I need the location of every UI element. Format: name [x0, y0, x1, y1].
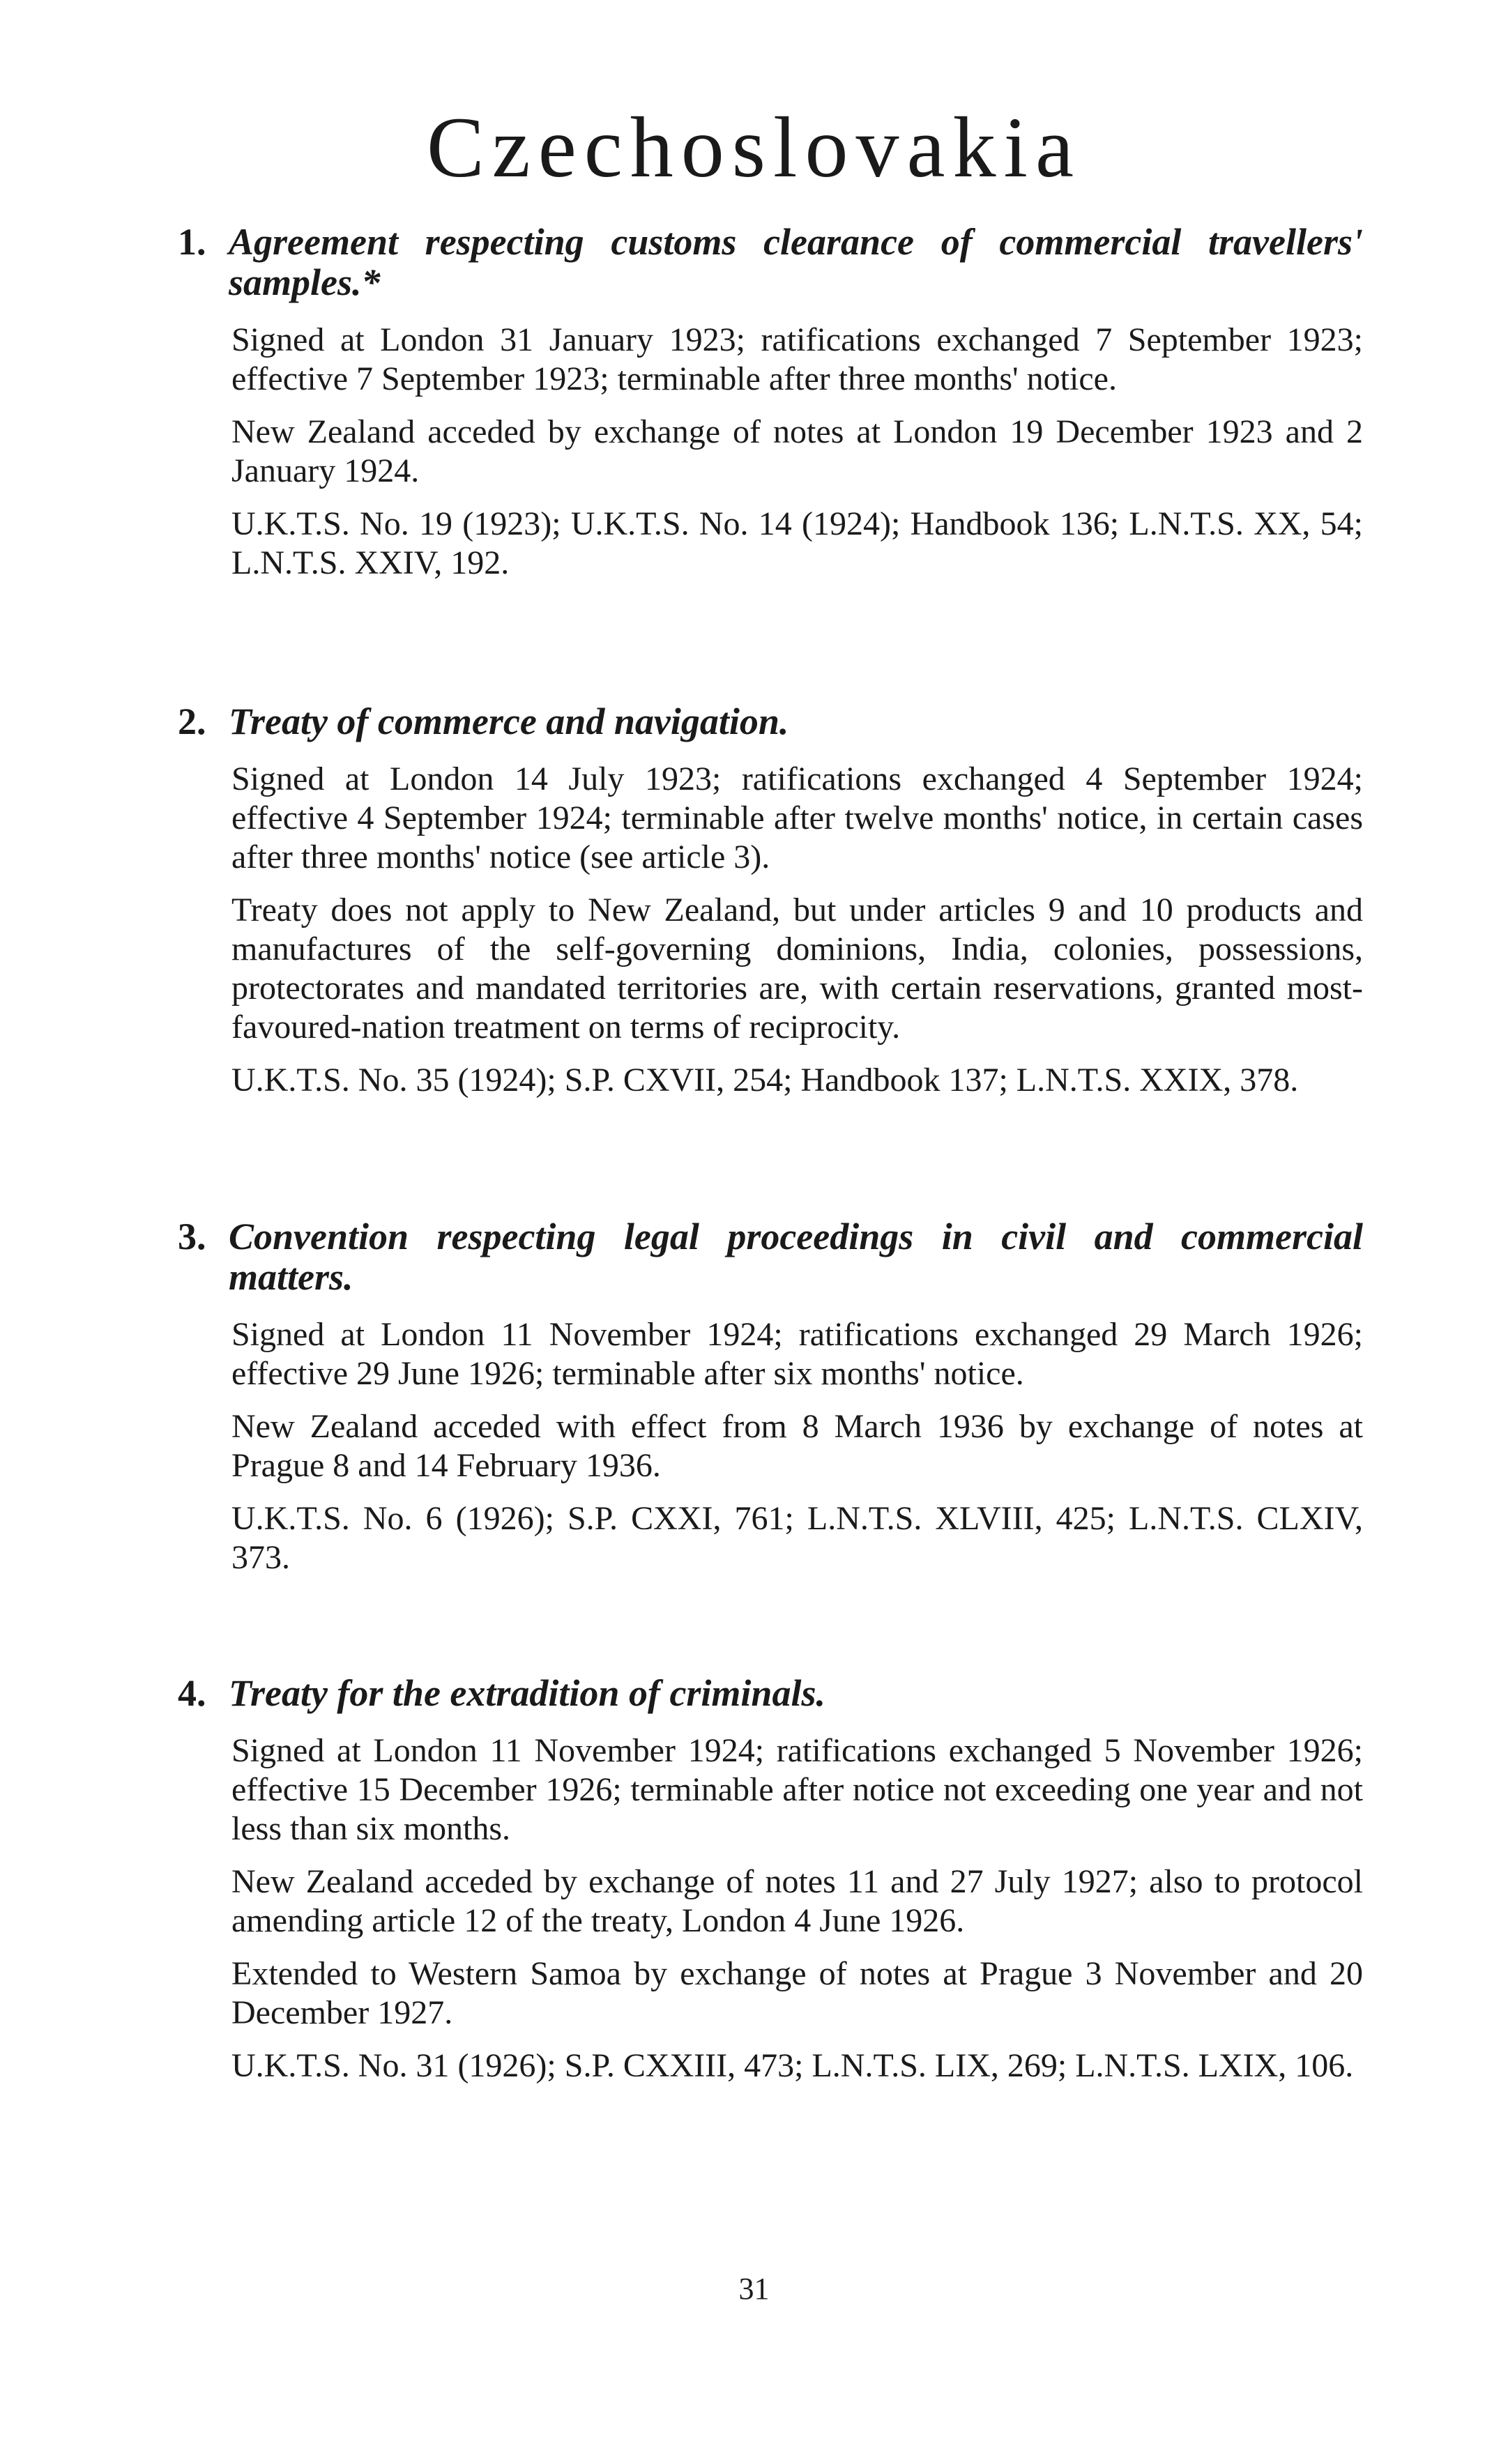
entry-title: Convention respecting legal proceedings in civil and commercial matters.	[229, 1216, 1363, 1298]
entry-number: 4.	[178, 1672, 206, 1714]
treaty-entry-4	[178, 1673, 1363, 2086]
entry-heading	[178, 701, 1363, 742]
entry-paragraph: U.K.T.S. No. 35 (1924); S.P. CXVII, 254; Handbook 137; L.N.T.S. XXIX, 378.	[231, 1062, 1299, 1099]
entry-paragraph: New Zealand acceded with effect from 8 March 1936 by exchange of notes at Prague 8 and 14 February 1936.	[231, 1408, 1363, 1484]
entry-number: 1.	[178, 221, 206, 263]
entry-paragraph: Signed at London 31 January 1923; ratifications exchanged 7 September 1923; effective 7 September 1923; terminable after three months' notice.	[231, 321, 1363, 397]
entry-heading	[178, 1673, 1363, 1713]
entry-paragraph: Signed at London 11 November 1924; ratifications exchanged 5 November 1926; effective 15 December 1926; terminable after notice not exceeding one year and not less than six months.	[231, 1732, 1363, 1847]
entry-title: Treaty of commerce and navigation.	[229, 701, 789, 742]
entry-heading	[178, 1216, 1363, 1297]
treaty-entry-2	[178, 701, 1363, 1100]
treaty-entry-1	[178, 222, 1363, 583]
entry-paragraph: Signed at London 11 November 1924; ratifications exchanged 29 March 1926; effective 29 June 1926; terminable after six months' notice.	[231, 1316, 1363, 1392]
entry-paragraph: Signed at London 14 July 1923; ratifications exchanged 4 September 1924; effective 4 September 1924; terminable after twelve months' notice, in certain cases after three months' notice (see article 3).	[231, 760, 1363, 875]
entry-paragraph: U.K.T.S. No. 6 (1926); S.P. CXXI, 761; L.N.T.S. XLVIII, 425; L.N.T.S. CLXIV, 373.	[231, 1500, 1363, 1576]
entry-title: Agreement respecting customs clearance of commercial travellers' samples.*	[229, 221, 1363, 303]
page-title: Czechoslovakia	[426, 100, 1082, 195]
entry-paragraph: Extended to Western Samoa by exchange of notes at Prague 3 November and 20 December 1927.	[231, 1955, 1363, 2031]
entry-number: 2.	[178, 701, 206, 742]
treaty-entry-3	[178, 1216, 1363, 1577]
entry-number: 3.	[178, 1216, 206, 1257]
entry-paragraph: New Zealand acceded by exchange of notes at London 19 December 1923 and 2 January 1924.	[231, 413, 1363, 489]
entry-title: Treaty for the extradition of criminals.	[229, 1672, 825, 1714]
entry-paragraph: U.K.T.S. No. 31 (1926); S.P. CXXIII, 473; L.N.T.S. LIX, 269; L.N.T.S. LXIX, 106.	[231, 2047, 1354, 2084]
entry-heading	[178, 222, 1363, 303]
page-number: 31	[738, 2272, 770, 2306]
entry-paragraph: U.K.T.S. No. 19 (1923); U.K.T.S. No. 14 (1924); Handbook 136; L.N.T.S. XX, 54; L.N.T.S. XXIV, 192.	[231, 505, 1363, 581]
entry-paragraph: Treaty does not apply to New Zealand, but under articles 9 and 10 products and manufactures of the self-governing dominions, India, colonies, possessions, protectorates and mandated territories are, with certain reservations, granted most-favoured-nation treatment on terms of reciprocity.	[231, 892, 1363, 1046]
entry-paragraph: New Zealand acceded by exchange of notes 11 and 27 July 1927; also to protocol amending article 12 of the treaty, London 4 June 1926.	[231, 1863, 1363, 1939]
